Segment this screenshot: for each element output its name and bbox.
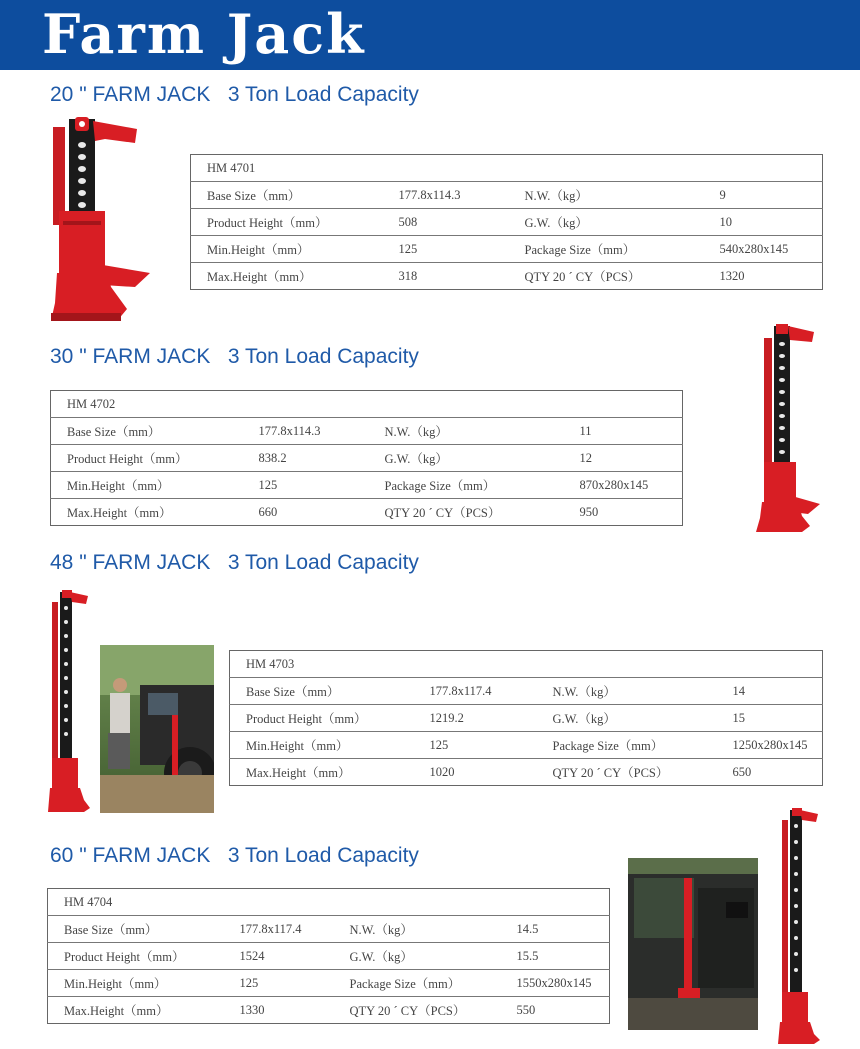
- table-row: [191, 209, 823, 236]
- title-banner: [0, 0, 860, 70]
- section-heading-20-inch: 20 " FARM JACK 3 Ton Load Capacity: [50, 83, 419, 106]
- spec-label: Max.Height（mm）: [230, 759, 414, 786]
- spec-value: 550: [501, 997, 610, 1024]
- table-row: [191, 263, 823, 290]
- spec-label: Max.Height（mm）: [51, 499, 243, 526]
- spec-label: QTY 20 ´ CY（PCS）: [369, 499, 564, 526]
- spec-label: N.W.（kg）: [537, 678, 717, 705]
- spec-label: Package Size（mm）: [537, 732, 717, 759]
- spec-label: Package Size（mm）: [509, 236, 704, 263]
- spec-label: Min.Height（mm）: [230, 732, 414, 759]
- spec-label: QTY 20 ´ CY（PCS）: [537, 759, 717, 786]
- farm-jack-60-inch-image: [778, 806, 822, 1046]
- jeep-door-photo: [628, 858, 758, 1030]
- spec-value: 177.8x117.4: [224, 916, 334, 943]
- section-heading-30-inch: 30 " FARM JACK 3 Ton Load Capacity: [50, 345, 419, 368]
- spec-label: Package Size（mm）: [334, 970, 501, 997]
- spec-table-hm4702: [50, 390, 683, 526]
- spec-label: G.W.（kg）: [509, 209, 704, 236]
- spec-label: Product Height（mm）: [48, 943, 224, 970]
- spec-value: 950: [564, 499, 683, 526]
- spec-table-hm4703: [229, 650, 823, 786]
- spec-label: N.W.（kg）: [509, 182, 704, 209]
- spec-value: 1020: [414, 759, 537, 786]
- jeep-field-photo: [100, 645, 214, 813]
- table-row: [191, 182, 823, 209]
- spec-label: Min.Height（mm）: [51, 472, 243, 499]
- spec-label: N.W.（kg）: [369, 418, 564, 445]
- spec-label: QTY 20 ´ CY（PCS）: [334, 997, 501, 1024]
- spec-label: G.W.（kg）: [334, 943, 501, 970]
- spec-value: 10: [704, 209, 823, 236]
- spec-label: Base Size（mm）: [191, 182, 383, 209]
- spec-value: 12: [564, 445, 683, 472]
- spec-label: G.W.（kg）: [369, 445, 564, 472]
- spec-value: 650: [717, 759, 823, 786]
- spec-value: 177.8x114.3: [383, 182, 509, 209]
- model-number: HM 4702: [67, 396, 116, 411]
- table-row: [48, 916, 610, 943]
- spec-label: Min.Height（mm）: [48, 970, 224, 997]
- spec-value: 125: [224, 970, 334, 997]
- spec-label: Package Size（mm）: [369, 472, 564, 499]
- spec-label: Base Size（mm）: [51, 418, 243, 445]
- table-row: [51, 445, 683, 472]
- table-row: [230, 705, 823, 732]
- model-number: HM 4703: [246, 656, 295, 671]
- page-title: Farm Jack: [42, 2, 366, 66]
- spec-value: 9: [704, 182, 823, 209]
- spec-value: 11: [564, 418, 683, 445]
- model-number: HM 4701: [207, 160, 256, 175]
- table-row: [48, 997, 610, 1024]
- spec-label: Product Height（mm）: [230, 705, 414, 732]
- spec-value: 1550x280x145: [501, 970, 610, 997]
- spec-value: 14: [717, 678, 823, 705]
- farm-jack-48-inch-image: [48, 588, 94, 814]
- spec-value: 177.8x117.4: [414, 678, 537, 705]
- spec-label: Base Size（mm）: [230, 678, 414, 705]
- table-row: [230, 759, 823, 786]
- table-row: [48, 943, 610, 970]
- spec-value: 125: [414, 732, 537, 759]
- spec-value: 870x280x145: [564, 472, 683, 499]
- spec-value: 14.5: [501, 916, 610, 943]
- table-row: [51, 472, 683, 499]
- spec-value: 1320: [704, 263, 823, 290]
- table-row: [48, 970, 610, 997]
- spec-label: Min.Height（mm）: [191, 236, 383, 263]
- spec-value: 660: [243, 499, 369, 526]
- spec-label: QTY 20 ´ CY（PCS）: [509, 263, 704, 290]
- section-heading-60-inch: 60 " FARM JACK 3 Ton Load Capacity: [50, 844, 419, 867]
- spec-value: 177.8x114.3: [243, 418, 369, 445]
- spec-value: 508: [383, 209, 509, 236]
- spec-value: 15: [717, 705, 823, 732]
- table-row: [51, 499, 683, 526]
- section-heading-48-inch: 48 " FARM JACK 3 Ton Load Capacity: [50, 551, 419, 574]
- spec-value: 1330: [224, 997, 334, 1024]
- table-row: [230, 678, 823, 705]
- spec-value: 125: [383, 236, 509, 263]
- farm-jack-30-inch-image: [752, 322, 824, 534]
- spec-label: Product Height（mm）: [51, 445, 243, 472]
- spec-value: 318: [383, 263, 509, 290]
- farm-jack-20-inch-image: [45, 115, 155, 323]
- spec-label: Product Height（mm）: [191, 209, 383, 236]
- spec-table-hm4701: [190, 154, 823, 290]
- spec-value: 838.2: [243, 445, 369, 472]
- table-row: [230, 732, 823, 759]
- table-row: [51, 418, 683, 445]
- spec-label: N.W.（kg）: [334, 916, 501, 943]
- spec-value: 1250x280x145: [717, 732, 823, 759]
- spec-label: Base Size（mm）: [48, 916, 224, 943]
- spec-value: 540x280x145: [704, 236, 823, 263]
- spec-label: G.W.（kg）: [537, 705, 717, 732]
- spec-value: 125: [243, 472, 369, 499]
- spec-value: 1524: [224, 943, 334, 970]
- spec-table-hm4704: [47, 888, 610, 1024]
- spec-value: 1219.2: [414, 705, 537, 732]
- spec-label: Max.Height（mm）: [48, 997, 224, 1024]
- table-row: [191, 236, 823, 263]
- model-number: HM 4704: [64, 894, 113, 909]
- spec-value: 15.5: [501, 943, 610, 970]
- spec-label: Max.Height（mm）: [191, 263, 383, 290]
